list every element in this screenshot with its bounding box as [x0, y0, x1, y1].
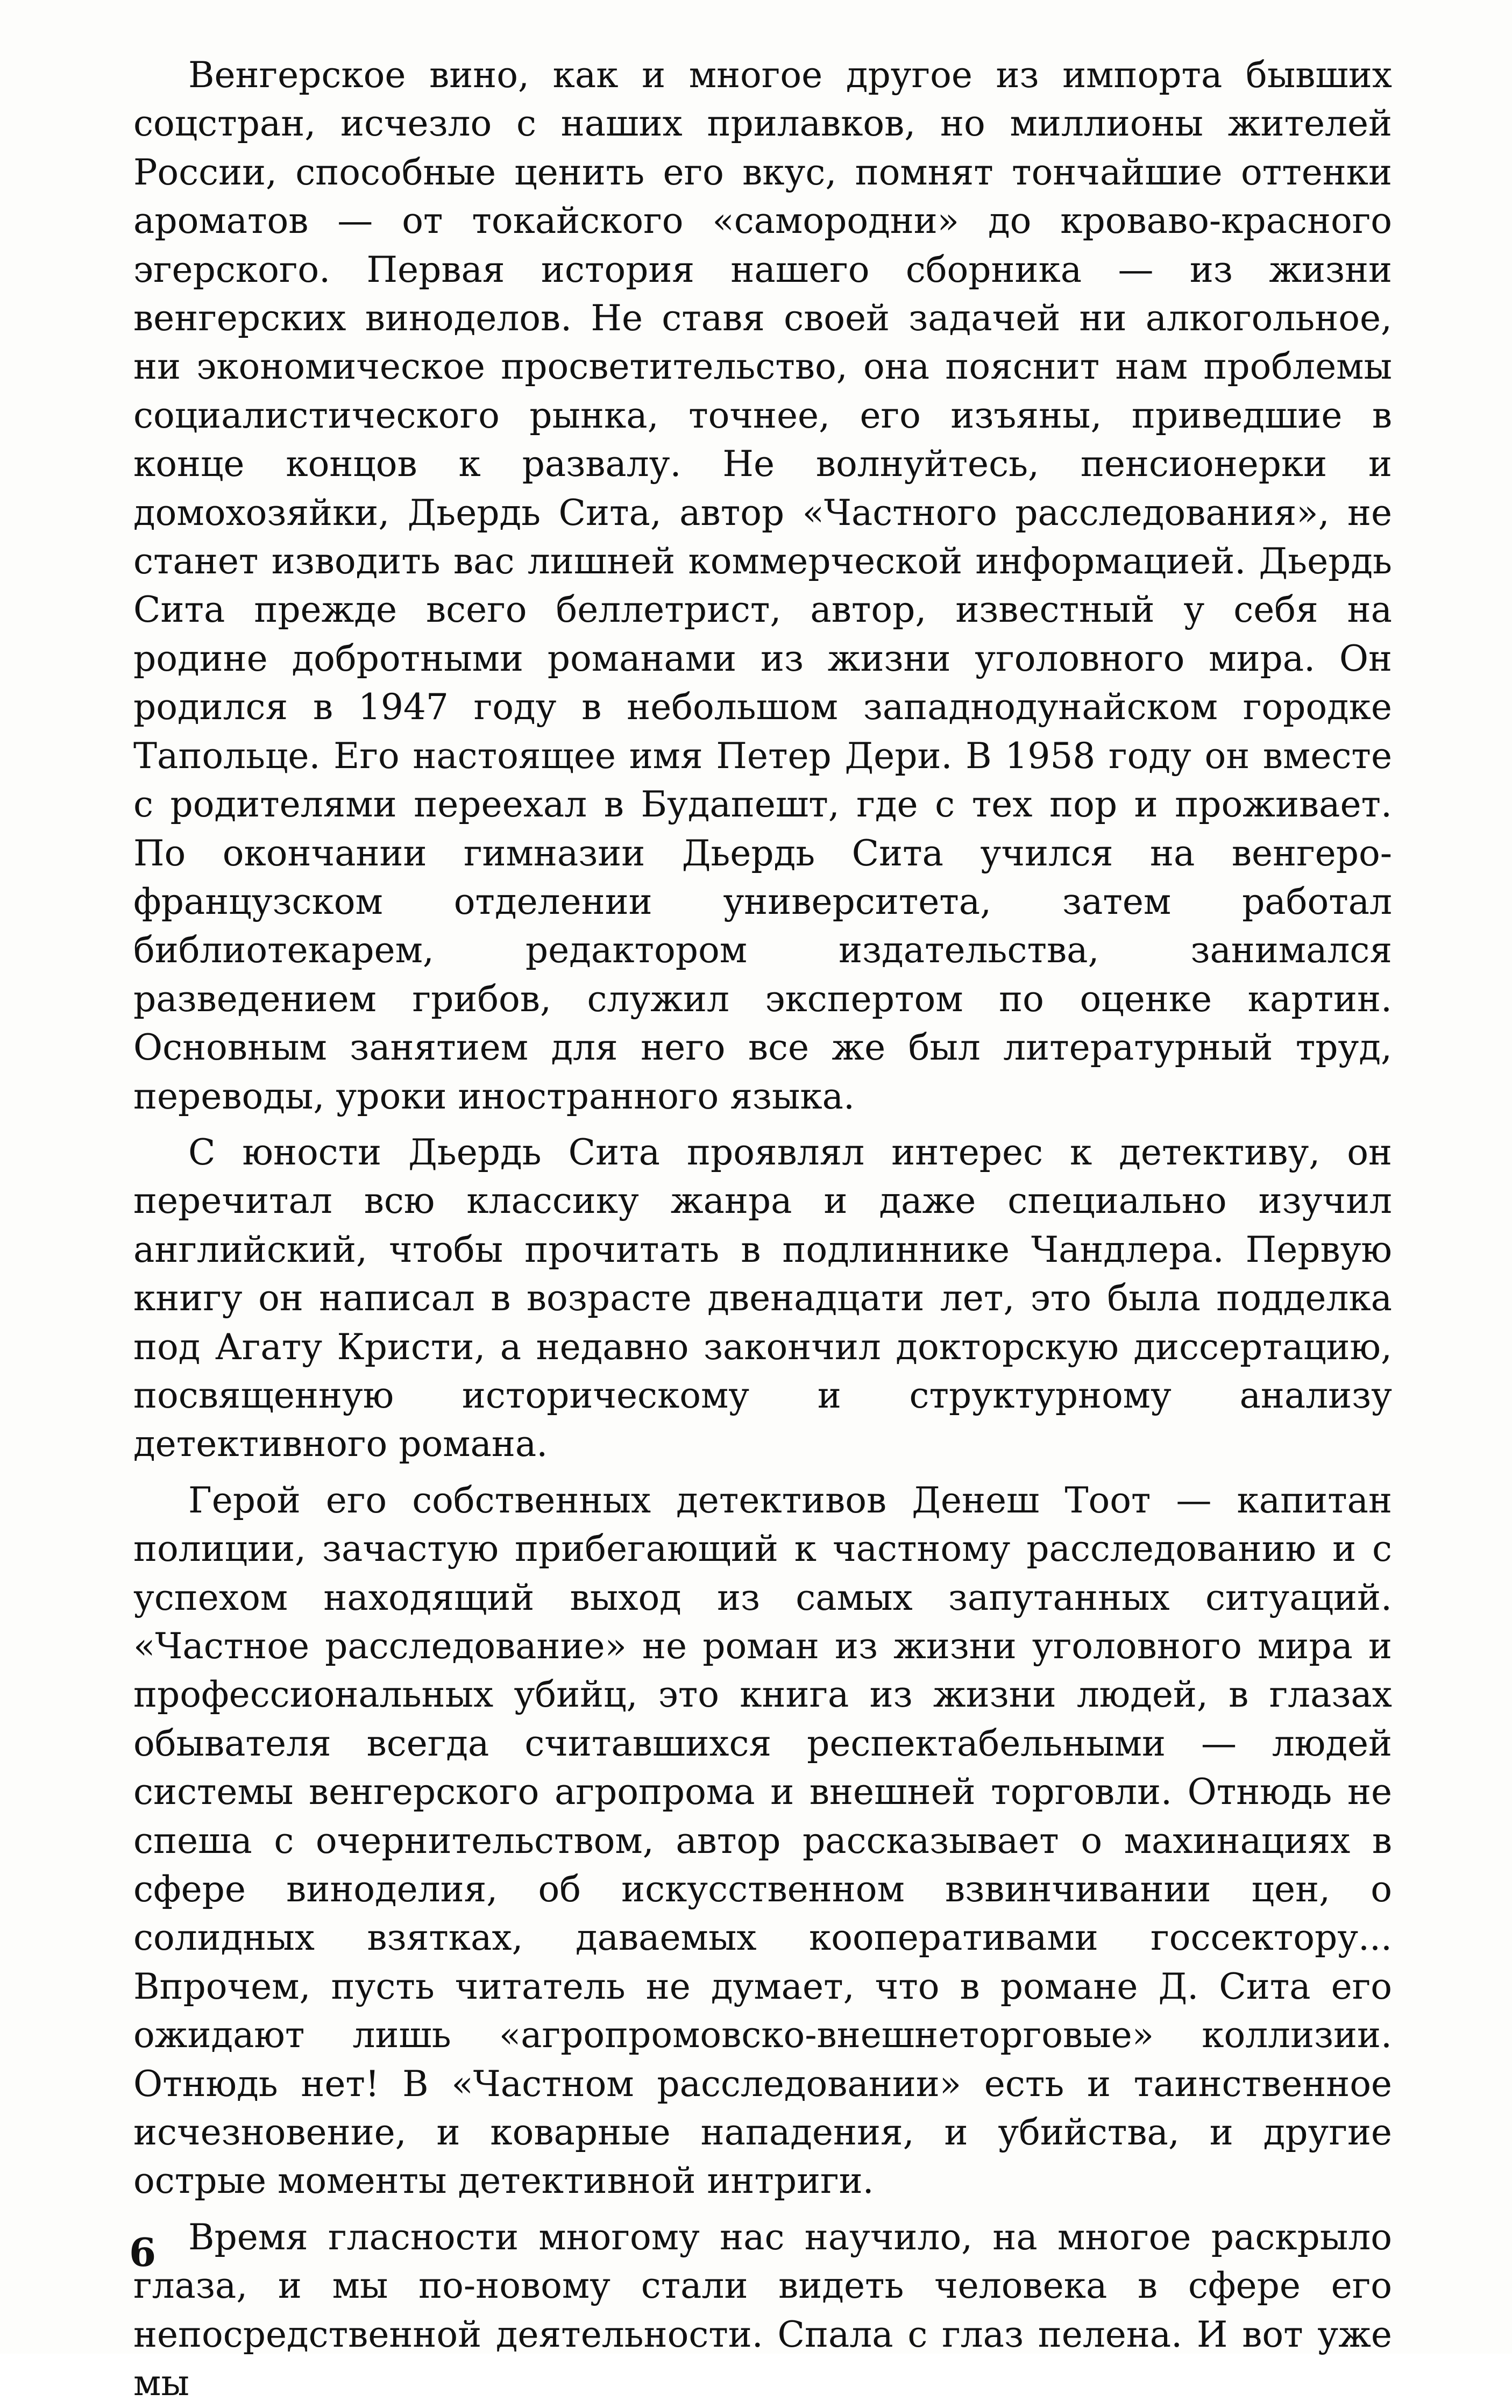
page-number: 6 — [129, 2229, 157, 2275]
paragraph-2: С юности Дьердь Сита проявлял интерес к детективу, он перечитал всю классику жанра и даже специально изучил английский, чтобы прочитать в подлиннике Чандлера. Первую книгу он написал в возрасте двенадцати лет, это была подделка под Агату Кристи, а недавно закончил докторскую диссертацию, посвященную историческому и структурному анализу детективного романа. — [133, 1131, 1392, 1465]
paragraph-4: Время гласности многому нас научило, на многое раскрыло глаза, и мы по-новому стали видеть человека в сфере его непосредственной деятельности. Спала с глаз пелена. И вот уже мы — [133, 2216, 1392, 2404]
body-text — [133, 51, 1392, 2408]
paragraph-3: Герой его собственных детективов Денеш Тоот — капитан полиции, зачастую прибегающий к частному расследованию и с успехом находящий выход из самых запутанных ситуаций. «Частное расследование» не роман из жизни уголовного мира и профессиональных убийц, это книга из жизни людей, в глазах обывателя всегда считавшихся респектабельными — людей системы венгерского агропрома и внешней торговли. Отнюдь не спеша с очернительством, автор рассказывает о махинациях в сфере виноделия, об искусственном взвинчивании цен, о солидных взятках, даваемых кооперативами госсектору... Впрочем, пусть читатель не думает, что в романе Д. Сита его ожидают лишь «агропромовско-внешнеторговые» коллизии. Отнюдь нет! В «Частном расследовании» есть и таинственное исчезновение, и коварные нападения, и убийства, и другие острые моменты детективной интриги. — [133, 1479, 1392, 2202]
paragraph-1: Венгерское вино, как и многое другое из импорта бывших соцстран, исчезло с наших прилавков, но миллионы жителей России, способные ценить его вкус, помнят тончайшие оттенки ароматов — от токайского «самородни» до кроваво-красного эгерского. Первая история нашего сборника — из жизни венгерских виноделов. Не ставя своей задачей ни алкогольное, ни экономическое просветительство, она пояснит нам проблемы социалистического рынка, точнее, его изъяны, приведшие в конце концов к развалу. Не волнуйтесь, пенсионерки и домохозяйки, Дьердь Сита, автор «Частного расследования», не станет изводить вас лишней коммерческой информацией. Дьердь Сита прежде всего беллетрист, автор, известный у себя на родине добротными романами из жизни уголовного мира. Он родился в 1947 году в небольшом западнодунайском городке Тапольце. Его настоящее имя Петер Дери. В 1958 году он вместе с родителями переехал в Будапешт, где с тех пор и проживает. По окончании гимназии Дьердь Сита учился на венгеро-французском отделении университета, затем работал библиотекарем, редактором издательства, занимался разведением грибов, служил экспертом по оценке картин. Основным занятием для него все же был литературный труд, переводы, уроки иностранного языка. — [133, 54, 1392, 1117]
